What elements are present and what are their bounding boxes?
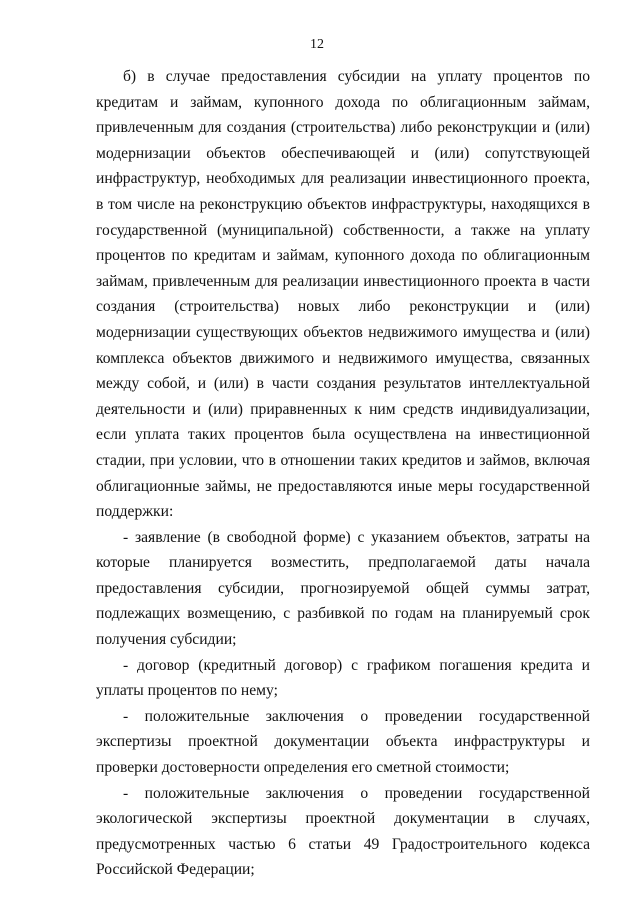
paragraph-subsidy-interest: б) в случае предоставления субсидии на уплату процентов по кредитам и займам, купонного дохода по облигационным займам, привлеченным для создания (строительства) либо реконструкции и (или) модернизации объектов обеспечивающей и (или) сопутствующей инфраструктур, необходимых для реализации инвестиционного проекта, в том числе на реконструкцию объектов инфраструктуры, находящихся в государственной (муниципальной) собственности, а также на уплату процентов по кредитам и займам, купонного дохода по облигационным займам, привлеченным для реализации инвестиционного проекта в части создания (строительства) новых либо реконструкции и (или) модернизации существующих объектов недвижимого имущества и (или) комплекса объектов движимого и недвижимого имущества, связанных между собой, и (или) в части создания результатов интеллектуальной деятельности и (или) приравненных к ним средств индивидуализации, если уплата таких процентов была осуществлена на инвестиционной стадии, при условии, что в отношении таких кредитов и займов, включая облигационные займы, не предоставляются иные меры государственной поддержки: — [96, 68, 590, 521]
list-item-application: - заявление (в свободной форме) с указанием объектов, затраты на которые планируется возместить, предполагаемой даты начала предоставления субсидии, прогнозируемой общей суммы затрат, подлежащих возмещению, с разбивкой по годам на планируемый срок получения субсидии; — [96, 528, 590, 649]
document-body — [96, 64, 590, 883]
page-number: 12 — [310, 37, 324, 52]
list-item-ecological-expertise: - положительные заключения о проведении государственной экологической экспертизы проектной документации в случаях, предусмотренных частью 6 статьи 49 Градостроительного кодекса Российской Федерации; — [96, 784, 590, 879]
list-item-state-expertise: - положительные заключения о проведении государственной экспертизы проектной документации объекта инфраструктуры и проверки достоверности определения его сметной стоимости; — [96, 707, 590, 777]
list-item-loan-agreement: - договор (кредитный договор) с графиком погашения кредита и уплаты процентов по нему; — [96, 656, 590, 700]
